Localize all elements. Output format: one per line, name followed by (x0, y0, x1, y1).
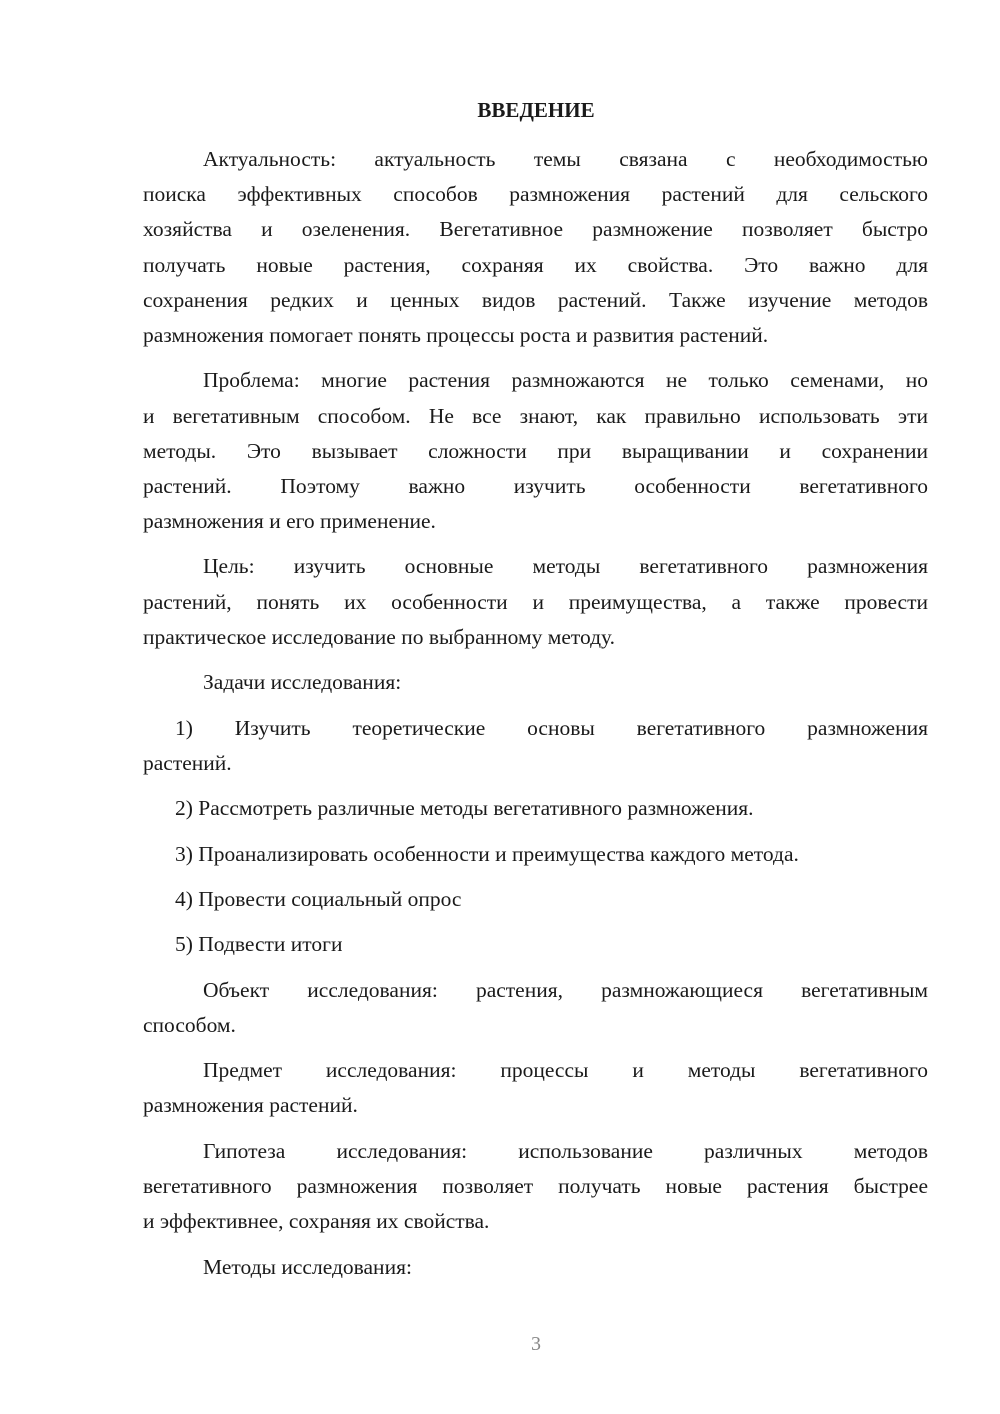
methods-heading (143, 1250, 928, 1285)
text-line: сохранения редких и ценных видов растений. Также изучение методов (143, 287, 928, 312)
text-line: методы. Это вызывает сложности при выращивании и сохранении (143, 438, 928, 463)
text-line: Цель: изучить основные методы вегетативного размножения (203, 554, 928, 579)
paragraph-relevance (143, 142, 928, 353)
text-line: 4) Провести социальный опрос (175, 886, 462, 911)
text-line: практическое исследование по выбранному методу. (143, 624, 616, 649)
document-body (143, 142, 928, 1295)
text-line: растений. Поэтому важно изучить особенности вегетативного (143, 473, 928, 498)
text-line: хозяйства и озеленения. Вегетативное размножение позволяет быстро (143, 217, 928, 242)
task-item (143, 791, 928, 826)
text-line: Объект исследования: растения, размножающиеся вегетативным (203, 977, 928, 1002)
text-line: размножения помогает понять процессы роста и развития растений. (143, 322, 769, 347)
text-line: способом. (143, 1012, 236, 1037)
text-line: 3) Проанализировать особенности и преимущества каждого метода. (175, 841, 799, 866)
paragraph-goal (143, 549, 928, 655)
text-line: Актуальность: актуальность темы связана с необходимостью (203, 147, 928, 171)
task-item (143, 837, 928, 872)
text-line: 2) Рассмотреть различные методы вегетативного размножения. (175, 796, 754, 821)
text-line: Гипотеза исследования: использование различных методов (203, 1138, 928, 1163)
text-line: Методы исследования: (203, 1254, 412, 1279)
paragraph-subject (143, 1053, 928, 1123)
paragraph-problem (143, 363, 928, 539)
text-line: растений, понять их особенности и преимущества, а также провести (143, 589, 928, 614)
text-line: размножения и его применение. (143, 509, 436, 534)
text-line: вегетативного размножения позволяет получать новые растения быстрее (143, 1173, 928, 1198)
text-line: растений. (143, 750, 232, 775)
paragraph-hypothesis (143, 1134, 928, 1240)
task-item (143, 882, 928, 917)
paragraph-object (143, 973, 928, 1043)
task-item (143, 927, 928, 962)
text-line: размножения растений. (143, 1093, 358, 1118)
text-line: Проблема: многие растения размножаются не только семенами, но (203, 368, 928, 393)
task-item (143, 711, 928, 781)
page-title: ВВЕДЕНИЕ (477, 98, 595, 122)
text-line: получать новые растения, сохраняя их свойства. Это важно для (143, 252, 928, 277)
tasks-heading (143, 665, 928, 700)
text-line: 1) Изучить теоретические основы вегетативного размножения (175, 715, 928, 740)
text-line: Задачи исследования: (203, 670, 402, 695)
text-line: и эффективнее, сохраняя их свойства. (143, 1209, 490, 1234)
text-line: 5) Подвести итоги (175, 932, 343, 957)
page-number: 3 (531, 1333, 541, 1355)
text-line: и вегетативным способом. Не все знают, как правильно использовать эти (143, 403, 928, 428)
text-line: Предмет исследования: процессы и методы вегетативного (203, 1058, 928, 1083)
text-line: поиска эффективных способов размножения растений для сельского (143, 182, 928, 207)
